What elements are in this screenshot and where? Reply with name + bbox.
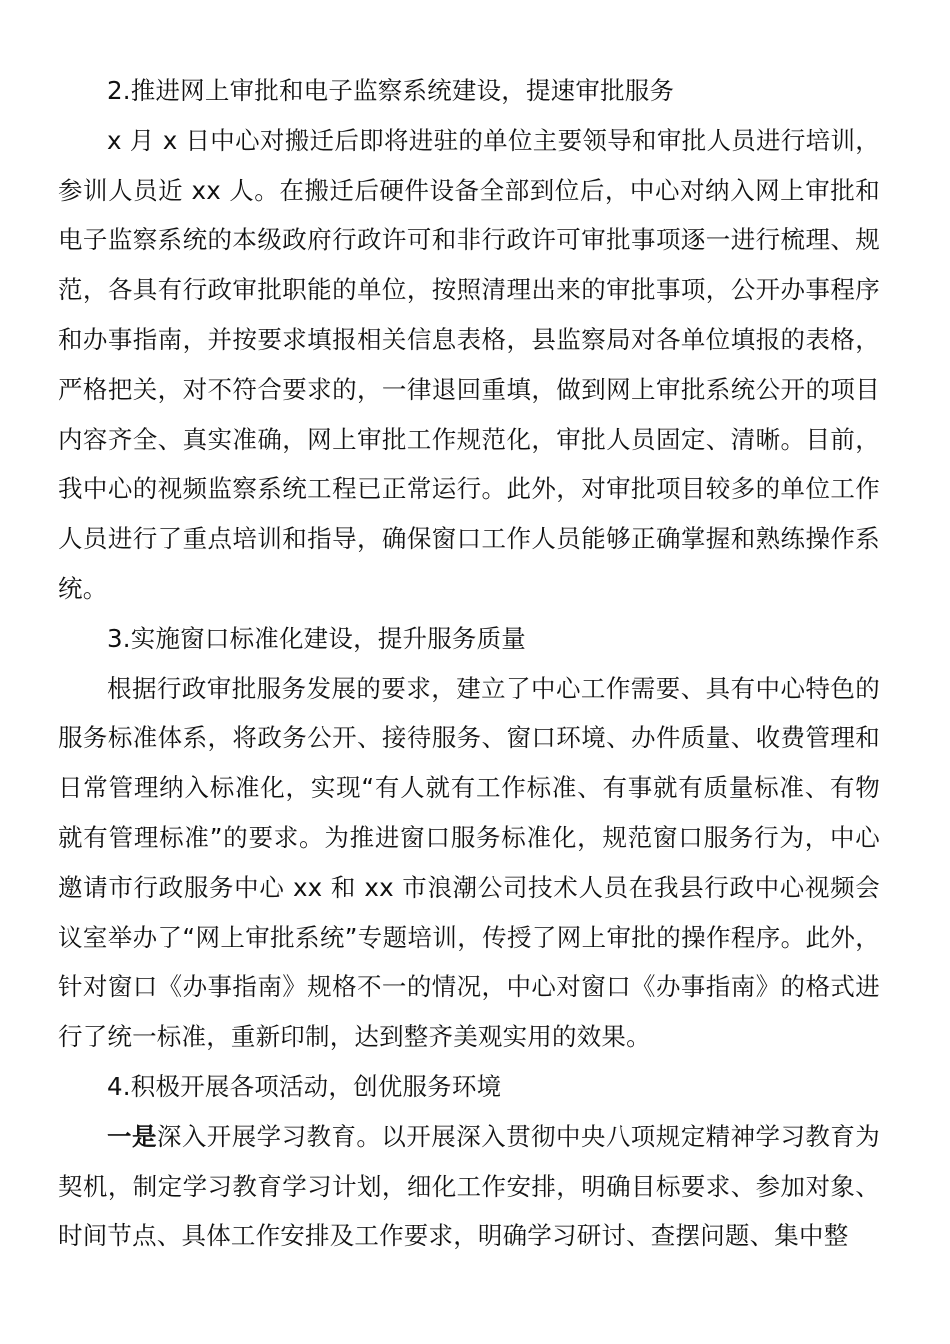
section-3-paragraph: 根据行政审批服务发展的要求，建立了中心工作需要、具有中心特色的服务标准体系，将政务公开、接待服务、窗口环境、办件质量、收费管理和日常管理纳入标准化，实现“有人就有工作标准、有事就有质量标准、有物就有管理标准”的要求。为推进窗口服务标准化，规范窗口服务行为，中心邀请市行政服务中心 xx 和 xx 市浪潮公司技术人员在我县行政中心视频会议室举办了“网上审批系统”专题培训，传授了网上审批的操作程序。此外，针对窗口《办事指南》规格不一的情况，中心对窗口《办事指南》的格式进行了统一标准，重新印制，达到整齐美观实用的效果。 bbox=[58, 673, 880, 1052]
section-3-heading: 3.实施窗口标准化建设，提升服务质量 bbox=[107, 623, 526, 653]
section-4-heading: 4.积极开展各项活动，创优服务环境 bbox=[107, 1071, 502, 1101]
document-page bbox=[58, 66, 880, 1261]
section-2-paragraph: x 月 x 日中心对搬迁后即将进驻的单位主要领导和审批人员进行培训，参训人员近 xx 人。在搬迁后硬件设备全部到位后，中心对纳入网上审批和电子监察系统的本级政府行政许可和非行政许可审批事项逐一进行梳理、规范，各具有行政审批职能的单位，按照清理出来的审批事项，公开办事程序和办事指南，并按要求填报相关信息表格，县监察局对各单位填报的表格，严格把关，对不符合要求的，一律退回重填，做到网上审批系统公开的项目内容齐全、真实准确，网上审批工作规范化，审批人员固定、清晰。目前，我中心的视频监察系统工程已正常运行。此外，对审批项目较多的单位工作人员进行了重点培训和指导，确保窗口工作人员能够正确掌握和熟练操作系统。 bbox=[58, 125, 880, 603]
section-2-heading: 2.推进网上审批和电子监察系统建设，提速审批服务 bbox=[107, 76, 675, 105]
section-4-paragraph-text: 深入开展学习教育。以开展深入贯彻中央八项规定精神学习教育为契机，制定学习教育学习计划，细化工作安排，明确目标要求、参加对象、时间节点、具体工作安排及工作要求，明确学习研讨、查摆问题、集中整 bbox=[58, 1121, 880, 1251]
section-4-paragraph bbox=[58, 1112, 880, 1261]
section-4-lead-bold: 一是 bbox=[107, 1121, 157, 1151]
